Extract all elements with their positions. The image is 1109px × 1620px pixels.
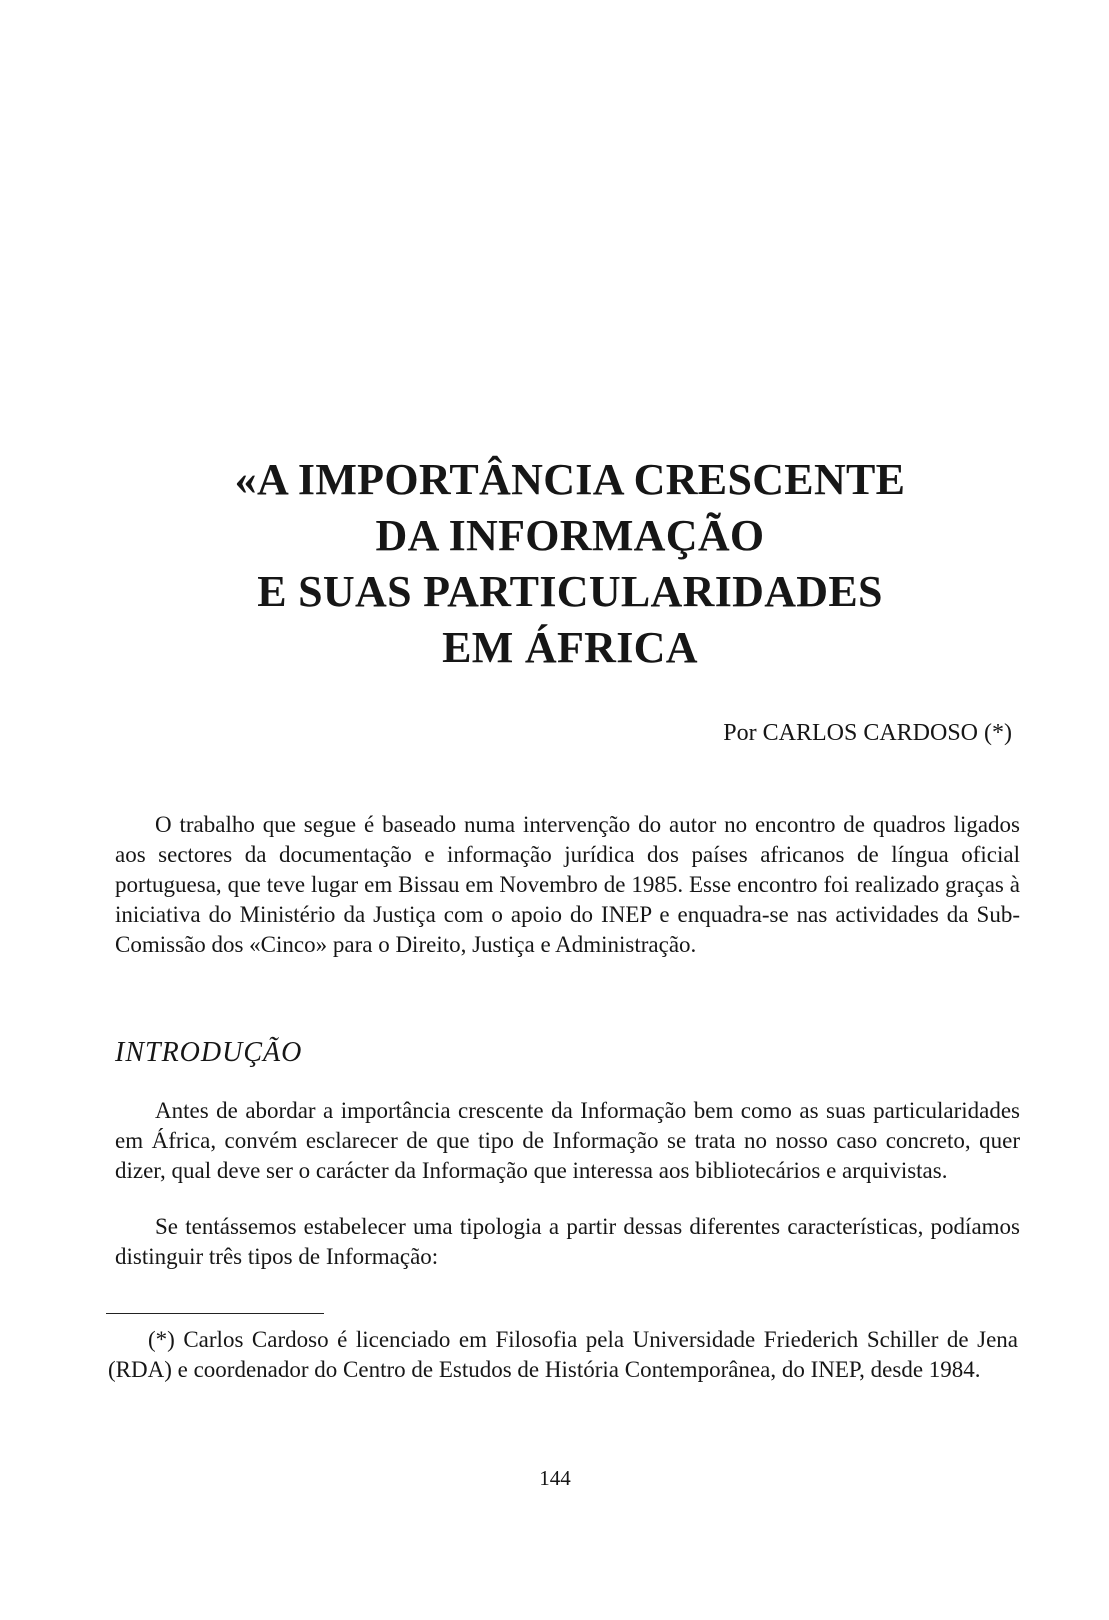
footnote-divider xyxy=(106,1313,324,1314)
title-line-1: «A IMPORTÂNCIA CRESCENTE xyxy=(234,455,906,504)
section-heading: INTRODUÇÃO xyxy=(115,1037,303,1068)
page-number: 144 xyxy=(539,1466,571,1490)
title-line-2: DA INFORMAÇÃO xyxy=(375,511,765,560)
intro-note-paragraph: O trabalho que segue é baseado numa intervenção do autor no encontro de quadros ligados aos sectores da documentação e informação jurídica dos países africanos de língua oficial portuguesa, que teve lugar em Bissau em Novembro de 1985. Esse encontro foi realizado graças à iniciativa do Ministério da Justiça com o apoio do INEP e enquadra-se nas actividades da Sub-Comissão dos «Cinco» para o Direito, Justiça e Administração. xyxy=(115,812,1020,957)
title-line-4: EM ÁFRICA xyxy=(442,623,698,672)
article-title xyxy=(180,452,960,676)
title-line-3: E SUAS PARTICULARIDADES xyxy=(257,567,883,616)
body-paragraph-1: Antes de abordar a importância crescente da Informação bem como as suas particularidades em África, convém esclarecer de que tipo de Informação se trata no nosso caso concreto, quer dizer, qual deve ser o carácter da Informação que interessa aos bibliotecários e arquivistas. xyxy=(115,1098,1020,1183)
body-paragraph-2: Se tentássemos estabelecer uma tipologia a partir dessas diferentes características, podíamos distinguir três tipos de Informação: xyxy=(115,1214,1020,1269)
author-byline: Por CARLOS CARDOSO (*) xyxy=(723,720,1012,746)
footnote: (*) Carlos Cardoso é licenciado em Filosofia pela Universidade Friederich Schiller de Jena (RDA) e coordenador do Centro de Estudos de História Contemporânea, do INEP, desde 1984. xyxy=(108,1327,1018,1382)
